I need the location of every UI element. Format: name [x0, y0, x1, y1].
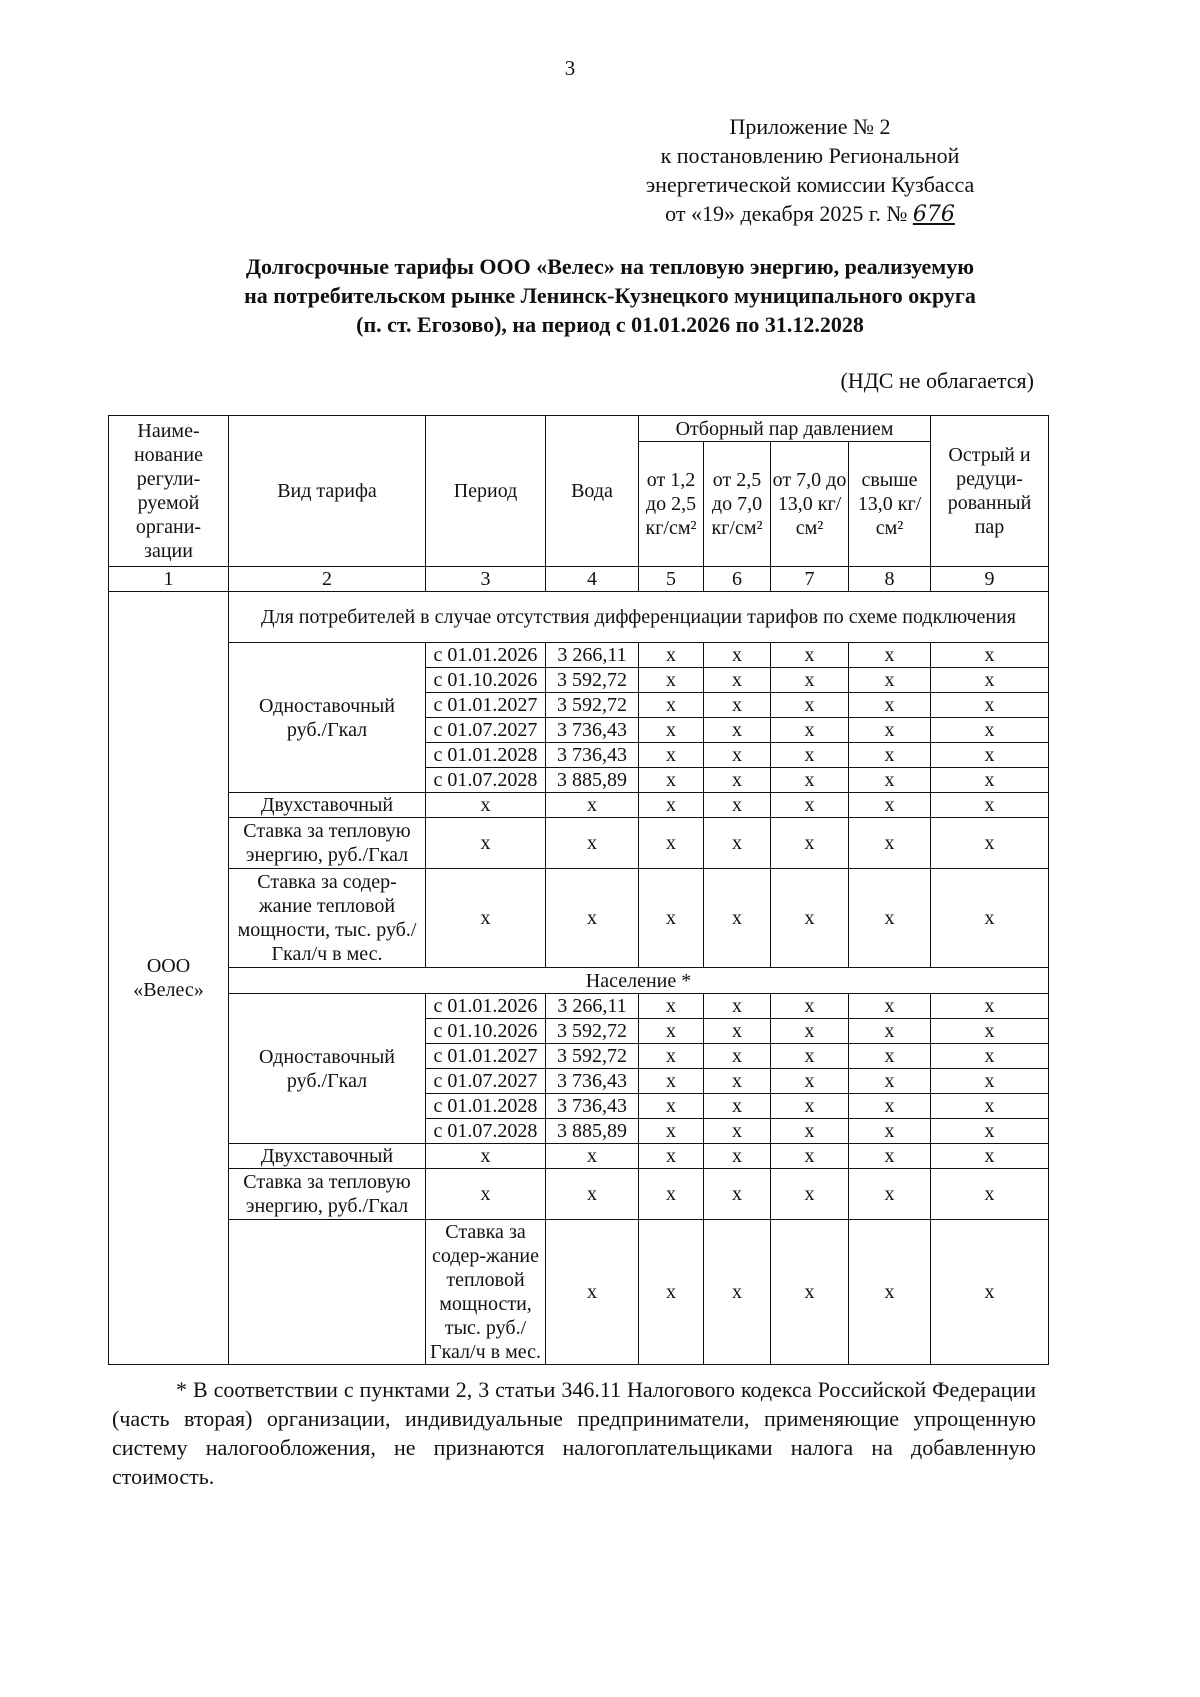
steam-value: x: [704, 1094, 771, 1119]
steam-value: x: [704, 1069, 771, 1094]
value-cell: x: [931, 1220, 1049, 1365]
value-cell: x: [771, 1169, 849, 1220]
value-cell: x: [931, 793, 1049, 818]
period-cell: с 01.01.2026: [426, 994, 546, 1019]
single-rate-label: Одноставочный руб./Гкал: [229, 994, 426, 1144]
period-cell: с 01.10.2026: [426, 668, 546, 693]
section-title-row: [109, 592, 1049, 643]
water-value: 3 736,43: [546, 743, 639, 768]
value-cell: x: [849, 793, 931, 818]
header-tariff-type: Вид тарифа: [229, 416, 426, 567]
appendix-line: энергетической комиссии Кузбасса: [645, 172, 975, 197]
content-area: [108, 415, 1048, 1491]
two-rate-row: [109, 793, 1049, 818]
capacity-rate-row: [109, 1220, 1049, 1365]
water-value: 3 266,11: [546, 643, 639, 668]
steam-value: x: [849, 643, 931, 668]
steam-value: x: [639, 768, 704, 793]
steam-value: x: [639, 1069, 704, 1094]
value-cell: x: [639, 1169, 704, 1220]
value-cell: x: [639, 869, 704, 968]
value-cell: x: [639, 1144, 704, 1169]
value-cell: x: [931, 1144, 1049, 1169]
header-pressure-p4: свыше 13,0 кг/см²: [849, 442, 931, 567]
steam-value: x: [849, 1094, 931, 1119]
steam-value: x: [849, 768, 931, 793]
value-cell: x: [931, 818, 1049, 869]
period-cell: с 01.01.2028: [426, 1094, 546, 1119]
column-number: 9: [931, 567, 1049, 592]
steam-value: x: [931, 718, 1049, 743]
value-cell: x: [771, 1220, 849, 1365]
water-value: 3 266,11: [546, 994, 639, 1019]
steam-value: x: [704, 718, 771, 743]
header-sharp-steam: Острый и редуци-рованный пар: [931, 416, 1049, 567]
value-cell: x: [704, 1169, 771, 1220]
value-cell: x: [849, 869, 931, 968]
water-value: 3 885,89: [546, 768, 639, 793]
capacity-rate-row: [109, 869, 1049, 968]
steam-value: x: [639, 668, 704, 693]
column-number: 5: [639, 567, 704, 592]
steam-value: x: [931, 668, 1049, 693]
title-line: Долгосрочные тарифы ООО «Велес» на тепловую энергию, реализуемую: [245, 254, 975, 279]
period-cell: с 01.01.2026: [426, 643, 546, 668]
header-pressure-p1: от 1,2 до 2,5 кг/см²: [639, 442, 704, 567]
steam-value: x: [849, 994, 931, 1019]
value-cell: x: [931, 869, 1049, 968]
steam-value: x: [849, 1019, 931, 1044]
water-value: 3 592,72: [546, 1044, 639, 1069]
section-title: Для потребителей в случае отсутствия дифференциации тарифов по схеме подключения: [229, 592, 1049, 643]
steam-value: x: [704, 994, 771, 1019]
steam-value: x: [771, 1019, 849, 1044]
value-cell: x: [546, 869, 639, 968]
value-cell: x: [546, 1220, 639, 1365]
water-value: 3 592,72: [546, 668, 639, 693]
steam-value: x: [704, 693, 771, 718]
steam-value: x: [849, 718, 931, 743]
header-pressure-p2: от 2,5 до 7,0 кг/см²: [704, 442, 771, 567]
appendix-date-line: [560, 199, 1060, 229]
column-number: 4: [546, 567, 639, 592]
water-value: 3 736,43: [546, 1069, 639, 1094]
period-cell: с 01.07.2028: [426, 768, 546, 793]
column-number: 2: [229, 567, 426, 592]
value-cell: x: [704, 1220, 771, 1365]
value-cell: x: [426, 818, 546, 869]
steam-value: x: [771, 743, 849, 768]
value-cell: x: [546, 818, 639, 869]
appendix-line: Приложение № 2: [729, 114, 891, 139]
value-cell: x: [771, 869, 849, 968]
footnote: * В соответствии с пунктами 2, 3 статьи 346.11 Налогового кодекса Российской Федерации (часть вторая) организации, индивидуальные предприниматели, применяющие упрощенную систему налогообложения, не признаются налогоплательщиками налога на добавленную стоимость.: [112, 1377, 1036, 1489]
steam-value: x: [639, 718, 704, 743]
two-rate-label: Двухставочный: [229, 1144, 426, 1169]
capacity-rate-label: Ставка за содер-жание тепловой мощности, тыс. руб./Гкал/ч в мес.: [229, 869, 426, 968]
steam-value: x: [639, 994, 704, 1019]
steam-value: x: [704, 668, 771, 693]
org-name-cell-continued: [229, 1220, 426, 1365]
heat-rate-label: Ставка за тепловую энергию, руб./Гкал: [229, 1169, 426, 1220]
steam-value: x: [771, 1044, 849, 1069]
steam-value: x: [771, 1094, 849, 1119]
steam-value: x: [639, 643, 704, 668]
steam-value: x: [849, 1044, 931, 1069]
steam-value: x: [639, 743, 704, 768]
single-rate-label: Одноставочный руб./Гкал: [229, 643, 426, 793]
value-cell: x: [704, 869, 771, 968]
water-value: 3 736,43: [546, 1094, 639, 1119]
value-cell: x: [849, 1220, 931, 1365]
steam-value: x: [931, 1069, 1049, 1094]
steam-value: x: [931, 1019, 1049, 1044]
steam-value: x: [704, 1119, 771, 1144]
steam-value: x: [931, 1094, 1049, 1119]
appendix-date: от «19» декабря 2025 г. №: [665, 201, 908, 226]
title-line: на потребительском рынке Ленинск-Кузнецкого муниципального округа: [244, 283, 976, 308]
steam-value: x: [931, 643, 1049, 668]
steam-value: x: [771, 994, 849, 1019]
steam-value: x: [849, 743, 931, 768]
org-name-cell: ООО «Велес»: [109, 592, 229, 1365]
period-cell: с 01.07.2028: [426, 1119, 546, 1144]
header-period: Период: [426, 416, 546, 567]
capacity-rate-label: Ставка за содер-жание тепловой мощности, тыс. руб./Гкал/ч в мес.: [426, 1220, 546, 1365]
value-cell: x: [546, 793, 639, 818]
period-cell: с 01.07.2027: [426, 1069, 546, 1094]
value-cell: x: [426, 869, 546, 968]
heat-rate-row: [109, 818, 1049, 869]
steam-value: x: [704, 768, 771, 793]
value-cell: x: [426, 1144, 546, 1169]
water-value: 3 592,72: [546, 693, 639, 718]
column-number: 7: [771, 567, 849, 592]
value-cell: x: [426, 1169, 546, 1220]
value-cell: x: [771, 1144, 849, 1169]
value-cell: x: [639, 1220, 704, 1365]
value-cell: x: [426, 793, 546, 818]
period-cell: с 01.01.2027: [426, 1044, 546, 1069]
header-row: [109, 416, 1049, 442]
appendix-header: [560, 112, 1060, 229]
steam-value: x: [704, 1019, 771, 1044]
period-cell: с 01.10.2026: [426, 1019, 546, 1044]
steam-value: x: [704, 1044, 771, 1069]
two-rate-label: Двухставочный: [229, 793, 426, 818]
heat-rate-label: Ставка за тепловую энергию, руб./Гкал: [229, 818, 426, 869]
column-number: 1: [109, 567, 229, 592]
steam-value: x: [849, 1069, 931, 1094]
section-title: Население *: [229, 968, 1049, 994]
value-cell: x: [771, 818, 849, 869]
page-number: 3: [564, 56, 576, 80]
steam-value: x: [771, 643, 849, 668]
period-cell: с 01.01.2027: [426, 693, 546, 718]
header-pressure-p3: от 7,0 до 13,0 кг/см²: [771, 442, 849, 567]
header-steam-group: Отборный пар давлением: [639, 416, 931, 442]
steam-value: x: [639, 1119, 704, 1144]
steam-value: x: [771, 668, 849, 693]
document-title: [110, 252, 1110, 339]
steam-value: x: [639, 1094, 704, 1119]
section-title-row: [109, 968, 1049, 994]
steam-value: x: [639, 1019, 704, 1044]
steam-value: x: [771, 1119, 849, 1144]
steam-value: x: [849, 693, 931, 718]
steam-value: x: [931, 1119, 1049, 1144]
column-number: 3: [426, 567, 546, 592]
value-cell: x: [639, 793, 704, 818]
steam-value: x: [931, 743, 1049, 768]
tariff-row: [109, 643, 1049, 668]
steam-value: x: [771, 693, 849, 718]
steam-value: x: [931, 994, 1049, 1019]
tariff-row: [109, 994, 1049, 1019]
steam-value: x: [771, 1069, 849, 1094]
vat-note: (НДС не облагается): [840, 368, 1034, 393]
steam-value: x: [639, 1044, 704, 1069]
water-value: 3 592,72: [546, 1019, 639, 1044]
value-cell: x: [931, 1169, 1049, 1220]
title-line: (п. ст. Егозово), на период с 01.01.2026 по 31.12.2028: [356, 312, 864, 337]
value-cell: x: [546, 1144, 639, 1169]
steam-value: x: [849, 1119, 931, 1144]
value-cell: x: [849, 1144, 931, 1169]
column-number: 6: [704, 567, 771, 592]
heat-rate-row: [109, 1169, 1049, 1220]
value-cell: x: [546, 1169, 639, 1220]
steam-value: x: [771, 768, 849, 793]
period-cell: с 01.01.2028: [426, 743, 546, 768]
value-cell: x: [849, 818, 931, 869]
steam-value: x: [931, 693, 1049, 718]
steam-value: x: [771, 718, 849, 743]
water-value: 3 736,43: [546, 718, 639, 743]
value-cell: x: [704, 818, 771, 869]
value-cell: x: [704, 793, 771, 818]
steam-value: x: [931, 768, 1049, 793]
value-cell: x: [704, 1144, 771, 1169]
two-rate-row: [109, 1144, 1049, 1169]
header-water: Вода: [546, 416, 639, 567]
handwritten-number: 676: [912, 202, 955, 227]
steam-value: x: [704, 643, 771, 668]
steam-value: x: [639, 693, 704, 718]
water-value: 3 885,89: [546, 1119, 639, 1144]
period-cell: с 01.07.2027: [426, 718, 546, 743]
steam-value: x: [704, 743, 771, 768]
value-cell: x: [771, 793, 849, 818]
column-number-row: [109, 567, 1049, 592]
tariff-table: [108, 415, 1049, 1365]
value-cell: x: [849, 1169, 931, 1220]
header-org: Наиме-нование регули-руемой органи-зации: [109, 416, 229, 567]
steam-value: x: [849, 668, 931, 693]
appendix-line: к постановлению Региональной: [660, 143, 960, 168]
steam-value: x: [931, 1044, 1049, 1069]
value-cell: x: [639, 818, 704, 869]
column-number: 8: [849, 567, 931, 592]
